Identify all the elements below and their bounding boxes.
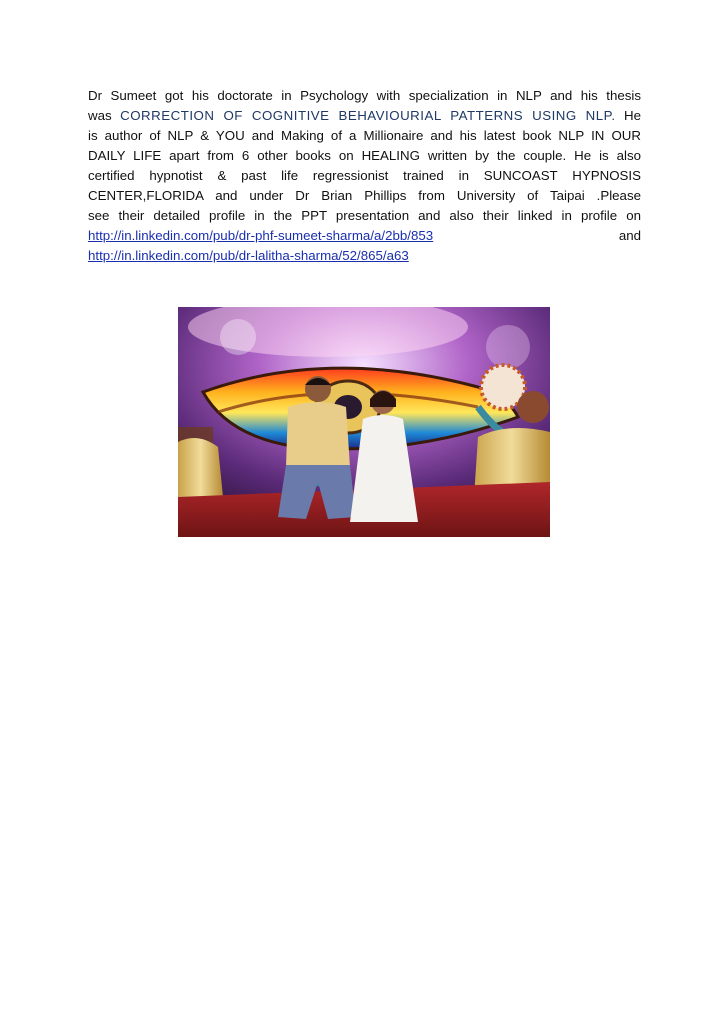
text-he: He [623,108,641,123]
profile-paragraph [88,86,641,266]
para-line-6: CENTER,FLORIDA and under Dr Brian Phillips from University of Taipai .Please [88,188,641,203]
para-line-5: certified hypnotist & past life regressionist trained in SUNCOAST HYPNOSIS [88,168,641,183]
text-and: and [618,228,641,243]
right-statue [517,391,549,423]
para-line-8 [88,226,641,246]
man-shirt [286,402,350,467]
para-line-4: DAILY LIFE apart from 6 other books on HEALING written by the couple. He is also [88,148,641,163]
para-line-7: see their detailed profile in the PPT presentation and also their linked in profile on [88,208,641,223]
thesis-title: CORRECTION OF COGNITIVE BEHAVIOURIAL PATTERNS USING NLP. [120,108,616,123]
para-line-9 [88,246,641,266]
para-line-2 [88,106,641,126]
backdrop-flare-2 [486,325,530,369]
text-was: was [88,108,112,123]
couple-photo [178,307,550,537]
linkedin-link-lalitha[interactable]: http://in.linkedin.com/pub/dr-lalitha-sharma/52/865/a63 [88,248,409,263]
photo-illustration [178,307,550,537]
backdrop-flare [220,319,256,355]
para-line-1: Dr Sumeet got his doctorate in Psychology with specialization in NLP and his thesis [88,88,641,103]
linkedin-link-sumeet[interactable]: http://in.linkedin.com/pub/dr-phf-sumeet-sharma/a/2bb/853 [88,228,434,243]
para-line-3: is author of NLP & YOU and Making of a Millionaire and his latest book NLP IN OUR [88,128,641,143]
left-drape [178,438,223,502]
